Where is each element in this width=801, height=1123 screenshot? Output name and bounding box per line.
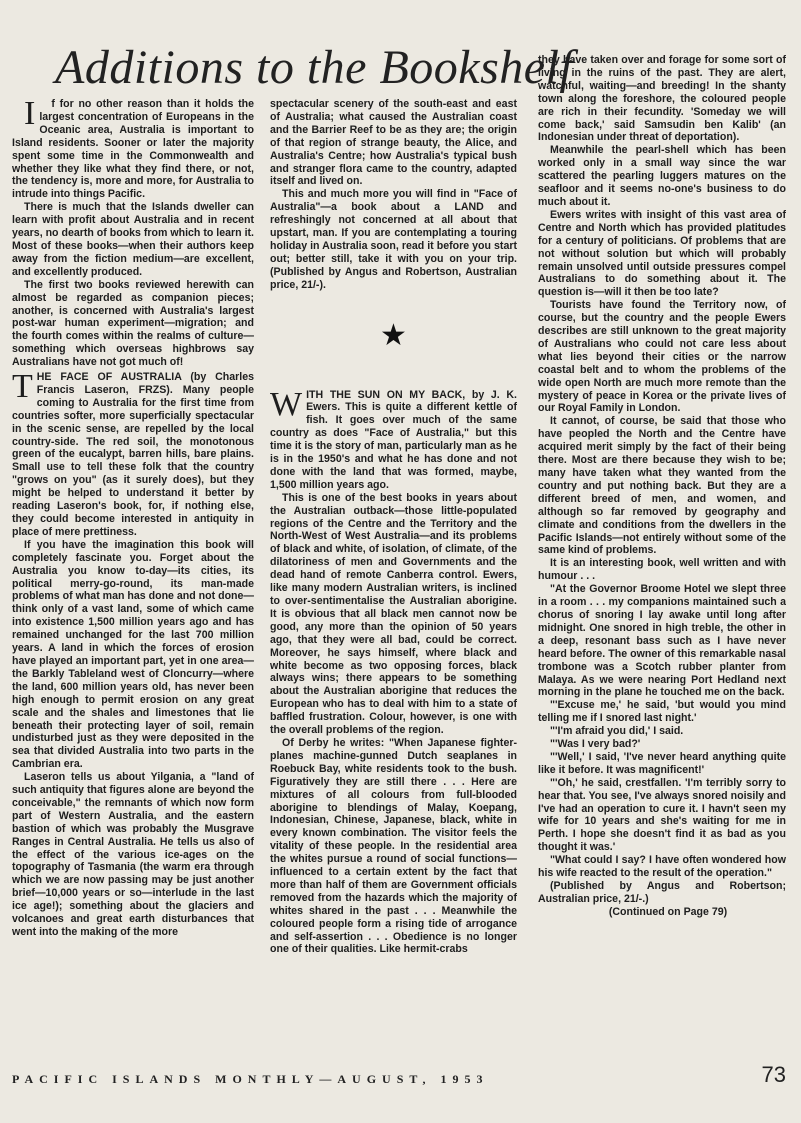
article-paragraph: Tourists have found the Territory now, of course, but the country and the people Ewers describes are still unknown to the great majority of Australians who could not care less about what lies beyond their cities or the narrow coastal belt and to whom the problems of the wide open North are much more remote than the mystery of peace in Korea or the private lives of our Royal Family in London.	[538, 299, 786, 415]
article-paragraph: The first two books reviewed herewith can almost be regarded as companion pieces; another, is concerned with Australia's largest post-war human experiment—migration; and the fourth comes within the realms of culture—something which overseas highbrows say Australians have not got much of!	[12, 278, 254, 369]
article-paragraph: Of Derby he writes: "When Japanese fighter-planes machine-gunned Dutch seaplanes in Roebuck Bay, white residents took to the bush. Figuratively they are still there . . . Here are mixtures of all colours from full-blooded aborigine to blendings of Malay, Koepang, Indonesian, Chinese, Japanese, black, white in every known combination. The visitor feels the vitality of these people. In the residential area the whites pursue a round of social functions—influenced to a certain extent by the fact that more than half of them are Government officials removed from the hazards which the majority of whites shared in the past . . . Meanwhile the coloured people form a rising tide of arrogance and self-assertion . . . Obedience is no longer one of their qualities. Like hermit-crabs	[270, 736, 517, 956]
article-paragraph: There is much that the Islands dweller can learn with profit about Australia and in recent years, no dearth of books from which to learn it. Most of these books—when their authors keep away from the fiction medium—are excellent, and excellently produced.	[12, 201, 254, 278]
section-divider	[270, 318, 517, 352]
article-paragraph: spectacular scenery of the south-east and east of Australia; what caused the Australian coast and the Barrier Reef to be as they are; the origin of that region of strange beauty, the Alice, and Australia's Centre; how Australia's typical bush and stranger flora came to the country, adapted itself and lived on.	[270, 98, 517, 188]
article-paragraph: "At the Governor Broome Hotel we slept three in a room . . . my companions maintained such a chorus of snoring I lay awake until long after midnight. One snored in high treble, the other in a deep, resonant bass such as I have never heard before. The owner of this remarkable nasal trombone was a Scotch rubber planter from Malaya. As we were nearing Port Hedland next morning in the plane he touched me on the back.	[538, 583, 786, 699]
article-paragraph: This and much more you will find in "Face of Australia"—a book about a LAND and refreshingly not concerned at all about that upstart, man. If you are contemplating a touring holiday in Australia soon, read it before you start out; better still, take it with you on your trip. (Published by Angus and Robertson, Australian price, 21/-).	[270, 188, 517, 291]
article-column-2	[270, 98, 517, 1056]
article-paragraph: "'Oh,' he said, crestfallen. 'I'm terribly sorry to hear that. You see, I've always snored noisily and I've had an operation to cure it. I havn't seen my wife for 10 years and she's waiting for me in Perth. I hope she doesn't find it as bad as you thought it was.'	[538, 776, 786, 854]
article-paragraph: It cannot, of course, be said that those who have peopled the North and the Centre have acquired merit simply by the fact of their being there. Most are there because they wish to be; many have taken what they wanted from the country and put nothing back. But they are a different breed of men, and women, and although so far removed by geography and climate and conditions from the dwellers in the Pacific Islands—not entirely without some of the same kind of problems.	[538, 415, 786, 557]
continued-note: (Continued on Page 79)	[608, 905, 728, 918]
article-paragraph: If you have the imagination this book will completely fascinate you. Forget about the Australia you know to-day—its cities, its political merry-go-round, its man-made problems of what man has done and not done—think only of a vast land, some of which came into existence 1,500 million years ago and has remained unchanged for the last 700 million years. A land in which the forces of erosion have played an important part, yet in one area—the Barkly Tableland west of Cloncurry—where the land, 600 million years old, has never been high enough to permit erosion on any great scale and the shales and limestones that lie beneath their protecting layer of soil, remain undisturbed just as they were deposited in the sea that divided Australia into two parts in the Cambrian era.	[12, 538, 254, 771]
article-paragraph: "'I'm afraid you did,' I said.	[550, 725, 684, 738]
article-paragraph: "'Excuse me,' he said, 'but would you mind telling me if I snored last night.'	[538, 699, 786, 725]
review-heading-paragraph: WITH THE SUN ON MY BACK, by J. K. Ewers. This is quite a different kettle of fish. It goes over much of the same country as does "Face of Australia," but this time it is the story of man, particularly man as he is in the 1950's and what he has done and not done with the land that was formed, maybe, 1,500 million years ago.	[270, 385, 517, 491]
article-column-3	[538, 54, 786, 1056]
article-paragraph: "What could I say? I have often wondered how his wife reacted to the result of the operation."	[538, 854, 786, 880]
article-paragraph: Ewers writes with insight of this vast area of Centre and North which has provided platitudes for a century of politicians. Of problems that are not without solution but which will probably remain unsolved until outside pressures compel Australians to do something about it. The question is—will it then be too late?	[538, 208, 786, 299]
article-paragraph: It is an interesting book, well written and with humour . . .	[538, 557, 786, 583]
article-paragraph: "'Well,' I said, 'I've never heard anything quite like it before. It was magnificent!'	[538, 750, 786, 776]
star-icon: ★	[380, 318, 407, 352]
article-paragraph: (Published by Angus and Robertson; Australian price, 21/-.)	[538, 880, 786, 905]
page-title: Additions to the Bookshelf	[55, 41, 574, 94]
article-column-1	[12, 98, 254, 1056]
article-paragraph: "'Was I very bad?'	[550, 738, 641, 751]
article-paragraph: Laseron tells us about Yilgania, a "land of such antiquity that figures alone are beyond the conceivable," the remnants of which now form part of Western Australia, and the eastern bastion of which was probably the Musgrave Ranges in Central Australia. He tells us also of the effect of the various ice-ages on the topography of Tasmania (the warm era through which we are now passing may be just another brief—10,000 years or so—interlude in the last ice age!); something about the glaciers and volcanoes and great earth disturbances that went into the making of the more	[12, 771, 254, 938]
magazine-footer: PACIFIC ISLANDS MONTHLY—AUGUST, 1953	[12, 1072, 489, 1086]
article-paragraph: This is one of the best books in years about the Australian outback—those little-populated regions of the Centre and the Territory and the North-West of West Australia—and its problems of black and white, of isolation, of climate, of the dilatoriness of men and Governments and the dead hand of remote Canberra control. Ewers, like many modern Australian writers, is inclined to over-sentimentalise the Australian aborigine. It is obvious that all black men cannot now be good, any more than the opinion of 50 years ago, that they were all bad, could be correct. Moreover, he says himself, where black and white become as two opposing forces, black always wins; there appears to be something about the Australian aborigine that reduces the European who has to deal with him to a state of baffled frustration. Colour, however, is one with the overall problems of the region.	[270, 491, 517, 737]
article-paragraph: If for no other reason than it holds the largest concentration of Europeans in the Oceanic area, Australia is important to Island residents. Sooner or later the majority spent some time in the Commonwealth and whether they like what they find there, or not, the tendency is, more and more, for Australia to intrude into things Pacific.	[12, 98, 254, 201]
review-heading-paragraph: THE FACE OF AUSTRALIA (by Charles Francis Laseron, FRZS). Many people coming to Australia for the first time from countries softer, more superficially spectacular in the scenic sense, are repelled by the local country-side. The red soil, the monotonous green of the eucalypt, barren hills, bare plains. Small use to tell these folk that the country "grows on you" (as it surely does), but they might be helped to understand it better by reading Laseron's book, for, if nothing else, they could become interested in antiquity in place of mere prettiness.	[12, 368, 254, 538]
page-number: 73	[761, 1062, 786, 1087]
article-paragraph: Meanwhile the pearl-shell which has been worked only in a small way since the war scattered the pearling luggers matures on the seafloor and it seems no-one's business to do much about it.	[538, 144, 786, 208]
article-paragraph: they have taken over and forage for some sort of living in the ruins of the past. They are alert, watchful, waiting—and breeding! In the shanty town along the foreshore, the coloured people are rich in their fecundity. 'Someday we will come back,' said Samsudin ben Kalib' (an Indonesian under threat of deportation).	[538, 54, 786, 144]
